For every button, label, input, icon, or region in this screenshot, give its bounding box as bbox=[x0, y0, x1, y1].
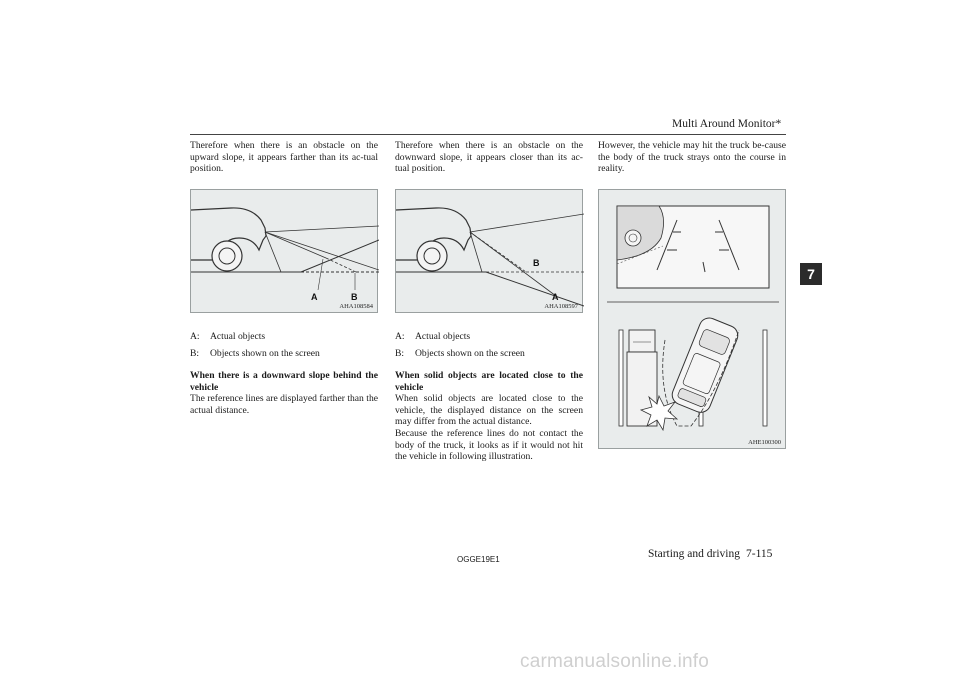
legend-1 bbox=[190, 331, 378, 364]
legend-text: Actual objects bbox=[415, 331, 471, 342]
chapter-tab: 7 bbox=[800, 263, 822, 285]
section-heading: When solid objects are located close to the vehicle bbox=[395, 370, 583, 393]
document-code: OGGE19E1 bbox=[457, 555, 500, 564]
legend-text: Actual objects bbox=[210, 331, 266, 342]
downward-slope-drawing bbox=[396, 190, 584, 314]
label-b: B bbox=[533, 258, 540, 268]
column-1-section bbox=[190, 370, 378, 416]
legend-row bbox=[190, 331, 378, 343]
section-body: When solid objects are located close to the vehicle, the displayed distance on the screen may differ from the actual distance. bbox=[395, 393, 583, 428]
figure-code: AHE100300 bbox=[748, 439, 781, 446]
label-b: B bbox=[351, 292, 358, 302]
running-header-title: Multi Around Monitor* bbox=[672, 118, 782, 130]
legend-key: B: bbox=[395, 347, 405, 359]
column-1-intro: Therefore when there is an obstacle on the upward slope, it appears farther than its ac-tual position. bbox=[190, 140, 378, 175]
upward-slope-illustration bbox=[190, 189, 378, 313]
section-body: Because the reference lines do not contact the body of the truck, it looks as if it would not hit the vehicle in following illustration. bbox=[395, 427, 583, 463]
column-3 bbox=[598, 140, 786, 175]
header-divider bbox=[190, 134, 786, 135]
footer-section-title: Starting and driving bbox=[648, 548, 740, 560]
section-heading: When there is a downward slope behind the vehicle bbox=[190, 370, 378, 393]
label-a: A bbox=[311, 292, 318, 302]
column-2 bbox=[395, 140, 583, 175]
legend-row bbox=[395, 348, 583, 360]
legend-row bbox=[395, 331, 583, 343]
label-a: A bbox=[552, 292, 559, 302]
downward-slope-illustration bbox=[395, 189, 583, 313]
page-number: 7-115 bbox=[746, 548, 773, 560]
legend-text: Objects shown on the screen bbox=[210, 347, 320, 359]
column-1 bbox=[190, 140, 378, 175]
column-3-intro: However, the vehicle may hit the truck be-cause the body of the truck strays onto the course in reality. bbox=[598, 140, 786, 175]
legend-row bbox=[190, 348, 378, 360]
legend-key: A: bbox=[395, 331, 405, 342]
upward-slope-drawing bbox=[191, 190, 379, 314]
column-2-intro: Therefore when there is an obstacle on the downward slope, it appears closer than its ac-tual position. bbox=[395, 140, 583, 175]
watermark: carmanualsonline.info bbox=[520, 651, 710, 672]
legend-2 bbox=[395, 331, 583, 364]
figure-code: AHA108584 bbox=[339, 303, 373, 310]
truck-collision-illustration bbox=[598, 189, 786, 449]
figure-code: AHA108597 bbox=[544, 303, 578, 310]
legend-key: B: bbox=[190, 347, 200, 359]
legend-key: A: bbox=[190, 331, 200, 342]
section-body: The reference lines are displayed farther than the actual distance. bbox=[190, 393, 378, 416]
truck-collision-drawing bbox=[599, 190, 787, 450]
column-2-section bbox=[395, 370, 583, 463]
legend-text: Objects shown on the screen bbox=[415, 347, 525, 359]
